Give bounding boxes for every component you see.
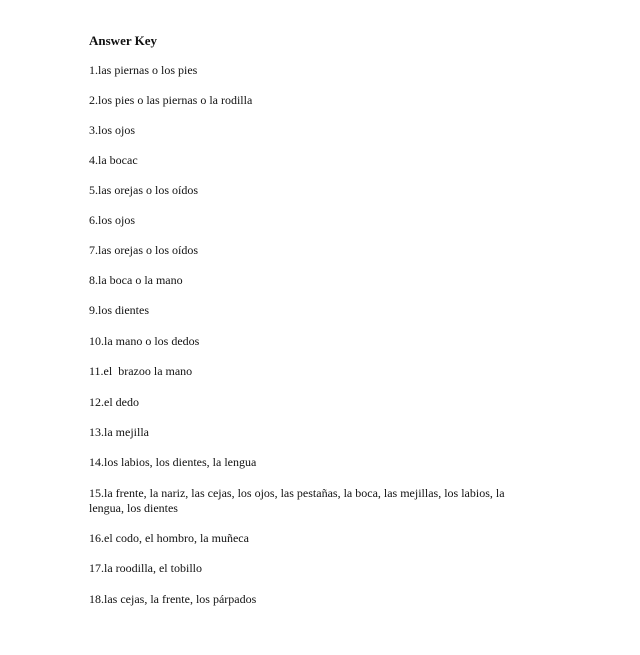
page-title: Answer Key <box>89 33 158 48</box>
answer-item-9: 9.los dientes <box>89 303 149 317</box>
answer-item-7: 7.las orejas o los oídos <box>89 243 198 257</box>
answer-item-3: 3.los ojos <box>89 123 136 137</box>
answer-item-1: 1.las piernas o los pies <box>89 63 198 77</box>
answer-item-2: 2.los pies o las piernas o la rodilla <box>89 93 253 107</box>
answer-item-12: 12.el dedo <box>89 395 139 409</box>
answer-item-13: 13.la mejilla <box>89 425 149 439</box>
answer-item-18: 18.las cejas, la frente, los párpados <box>89 592 257 606</box>
answer-item-16: 16.el codo, el hombro, la muñeca <box>89 531 249 545</box>
answer-item-11: 11.el brazoo la mano <box>89 364 193 378</box>
answer-item-17: 17.la roodilla, el tobillo <box>89 561 202 575</box>
answer-item-4: 4.la bocac <box>89 153 138 167</box>
answer-item-14: 14.los labios, los dientes, la lengua <box>89 455 257 469</box>
answer-item-5: 5.las orejas o los oídos <box>89 183 198 197</box>
answer-item-15: 15.la frente, la nariz, las cejas, los ojos, las pestañas, la boca, las mejillas, los labios, la lengua, los dientes <box>89 486 505 515</box>
answer-item-10: 10.la mano o los dedos <box>89 334 200 348</box>
answer-item-6: 6.los ojos <box>89 213 136 227</box>
answer-item-8: 8.la boca o la mano <box>89 273 183 287</box>
